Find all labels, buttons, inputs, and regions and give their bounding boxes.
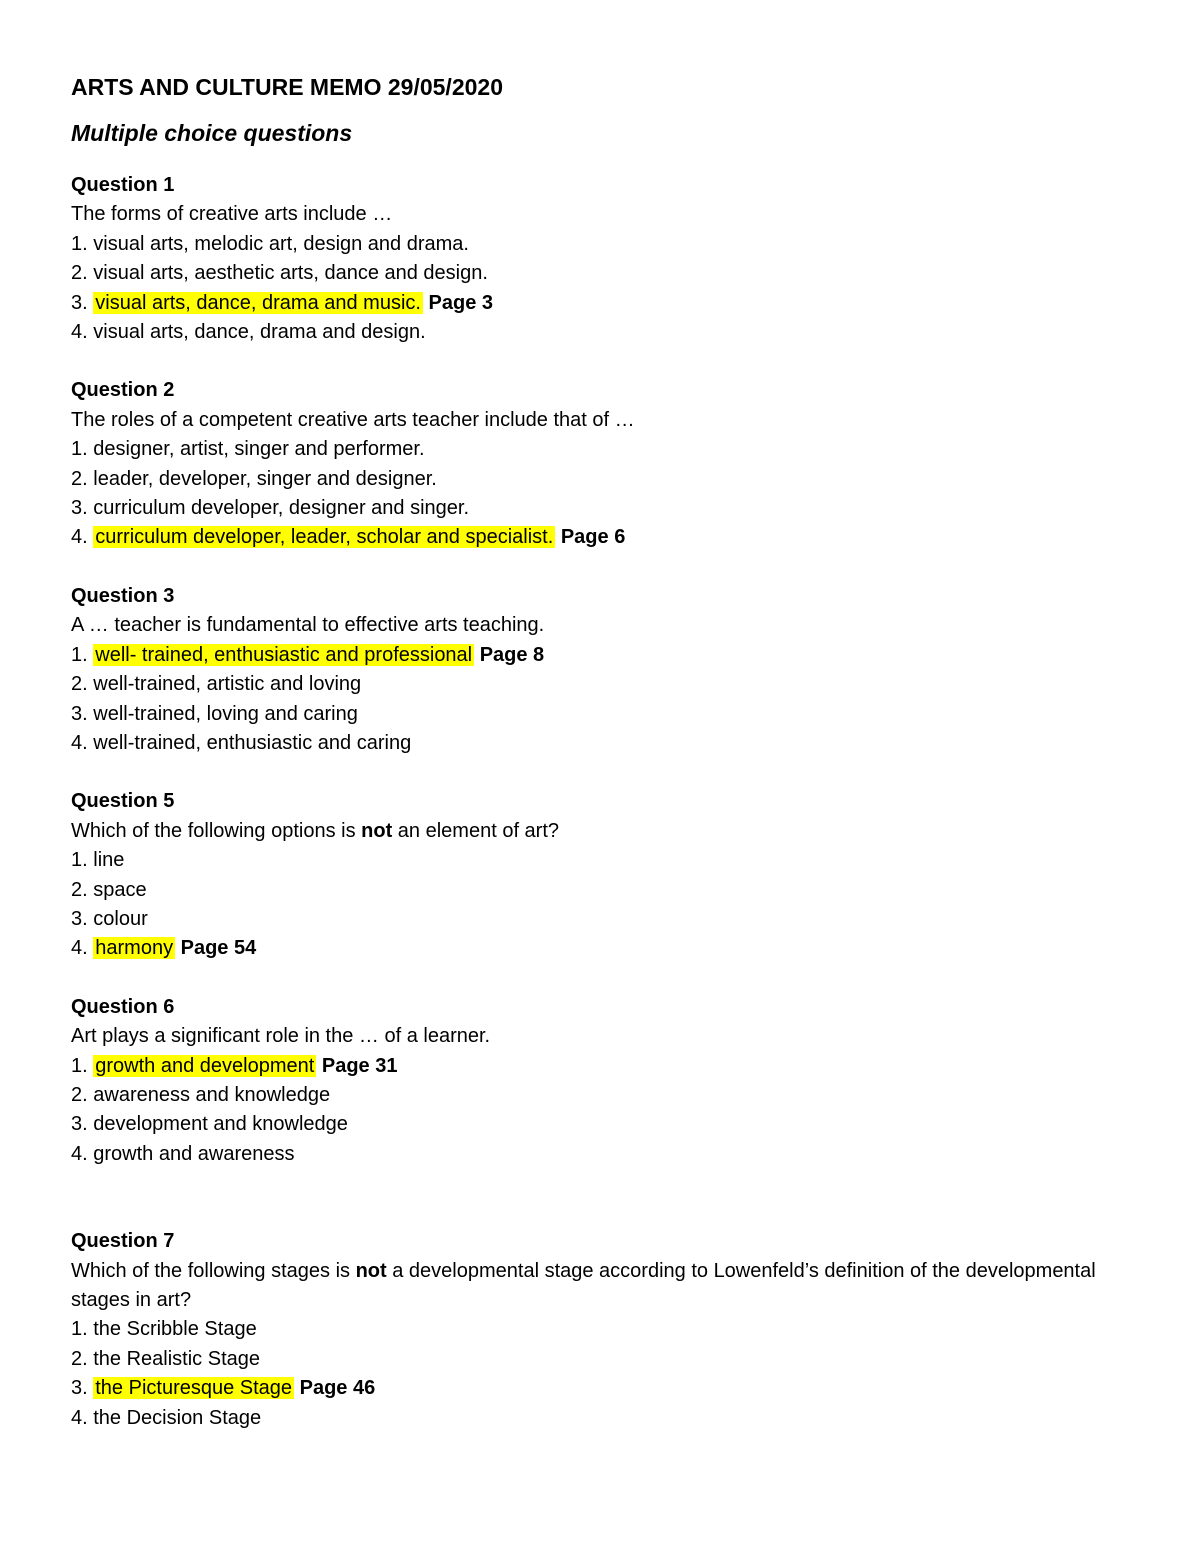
highlighted-answer: visual arts, dance, drama and music. xyxy=(95,291,421,314)
question-block xyxy=(71,787,1141,963)
answer-option xyxy=(71,435,1141,464)
option-number: 1. xyxy=(71,1054,94,1077)
option-number: 3. xyxy=(71,497,94,520)
option-text: leader, developer, singer and designer. xyxy=(93,467,437,490)
document-subtitle: Multiple choice questions xyxy=(71,120,353,146)
page-reference: Page 3 xyxy=(428,291,493,314)
answer-option xyxy=(71,465,1141,494)
answer-option-correct xyxy=(71,934,1141,963)
answer-option xyxy=(71,700,1141,729)
option-number: 4. xyxy=(71,731,94,754)
question-stem xyxy=(71,1022,1141,1051)
answer-option xyxy=(71,494,1141,523)
question-stem xyxy=(71,817,1141,846)
highlighted-answer: curriculum developer, leader, scholar and specialist. xyxy=(95,526,554,549)
answer-option xyxy=(71,1315,1141,1344)
option-text: well-trained, artistic and loving xyxy=(93,673,362,696)
question-heading: Question 7 xyxy=(71,1230,175,1253)
option-number: 3. xyxy=(71,1113,94,1136)
option-text: visual arts, melodic art, design and drama. xyxy=(93,232,469,255)
page-reference: Page 31 xyxy=(321,1054,398,1077)
stem-text: The roles of a competent creative arts teacher include that of … xyxy=(71,408,635,431)
answer-option xyxy=(71,318,1141,347)
answer-option xyxy=(71,876,1141,905)
stem-text: The forms of creative arts include … xyxy=(71,203,393,226)
answer-option-correct xyxy=(71,641,1141,670)
option-number: 3. xyxy=(71,702,94,725)
stem-text: A … teacher is fundamental to effective arts teaching. xyxy=(71,614,545,637)
option-number: 2. xyxy=(71,1083,94,1106)
question-heading: Question 5 xyxy=(71,790,175,813)
answer-option xyxy=(71,1404,1141,1433)
stem-text: an element of art? xyxy=(392,819,560,842)
option-text: well-trained, loving and caring xyxy=(93,702,358,725)
highlighted-answer: the Picturesque Stage xyxy=(95,1377,293,1400)
answer-option xyxy=(71,1140,1141,1169)
option-number: 1. xyxy=(71,1318,94,1341)
answer-option xyxy=(71,729,1141,758)
option-number: 1. xyxy=(71,232,94,255)
stem-text: Which of the following stages is xyxy=(71,1259,356,1282)
option-number: 2. xyxy=(71,878,94,901)
option-text: the Scribble Stage xyxy=(93,1318,257,1341)
answer-option xyxy=(71,1110,1141,1139)
option-number: 2. xyxy=(71,262,94,285)
question-stem xyxy=(71,200,1141,229)
option-text: curriculum developer, designer and singer. xyxy=(93,497,470,520)
question-heading: Question 2 xyxy=(71,379,175,402)
question-block xyxy=(71,582,1141,758)
question-block xyxy=(71,171,1141,347)
option-text: development and knowledge xyxy=(93,1113,348,1136)
option-text: well-trained, enthusiastic and caring xyxy=(93,731,412,754)
stem-emphasis: not xyxy=(361,819,393,842)
option-number: 3. xyxy=(71,1377,94,1400)
question-stem xyxy=(71,406,1141,435)
option-text: designer, artist, singer and performer. xyxy=(93,438,425,461)
answer-option xyxy=(71,905,1141,934)
option-number: 4. xyxy=(71,321,94,344)
question-heading: Question 3 xyxy=(71,584,175,607)
answer-option-correct xyxy=(71,289,1141,318)
stem-text: Which of the following options is xyxy=(71,819,362,842)
option-number: 3. xyxy=(71,291,94,314)
answer-option xyxy=(71,1345,1141,1374)
answer-option xyxy=(71,259,1141,288)
option-number: 4. xyxy=(71,937,94,960)
option-text: visual arts, aesthetic arts, dance and design. xyxy=(93,262,488,285)
answer-option-correct xyxy=(71,1052,1141,1081)
page-reference: Page 6 xyxy=(560,526,626,549)
document-title: ARTS AND CULTURE MEMO 29/05/2020 xyxy=(71,74,503,100)
question-heading: Question 6 xyxy=(71,995,175,1018)
option-text: colour xyxy=(93,907,148,930)
question-block xyxy=(71,376,1141,552)
answer-option xyxy=(71,846,1141,875)
option-text: growth and awareness xyxy=(93,1142,295,1165)
question-stem xyxy=(71,611,1141,640)
question-list xyxy=(71,171,1141,1433)
option-text: the Decision Stage xyxy=(93,1406,262,1429)
option-number: 3. xyxy=(71,907,94,930)
highlighted-answer: well- trained, enthusiastic and professional xyxy=(95,643,473,666)
question-heading: Question 1 xyxy=(71,174,175,196)
option-number: 1. xyxy=(71,849,94,872)
question-stem xyxy=(71,1257,1141,1316)
option-number: 4. xyxy=(71,526,94,549)
option-text: space xyxy=(93,878,147,901)
option-number: 2. xyxy=(71,467,94,490)
stem-text: a developmental stage according to Lowenfeld’s definition of the developmental stages in art? xyxy=(71,1259,1096,1311)
option-text: visual arts, dance, drama and design. xyxy=(93,321,426,344)
answer-option xyxy=(71,1081,1141,1110)
option-number: 4. xyxy=(71,1406,94,1429)
answer-option-correct xyxy=(71,523,1141,552)
answer-option xyxy=(71,670,1141,699)
option-text: line xyxy=(93,849,125,872)
question-block xyxy=(71,993,1141,1169)
stem-text: Art plays a significant role in the … of a learner. xyxy=(71,1025,491,1048)
question-block xyxy=(71,1227,1141,1433)
memo-page xyxy=(71,71,1141,1462)
option-number: 1. xyxy=(71,438,94,461)
stem-emphasis: not xyxy=(355,1259,387,1282)
page-reference: Page 46 xyxy=(299,1377,376,1400)
option-number: 2. xyxy=(71,1347,94,1370)
option-text: awareness and knowledge xyxy=(93,1083,331,1106)
option-text: the Realistic Stage xyxy=(93,1347,261,1370)
answer-option xyxy=(71,230,1141,259)
highlighted-answer: harmony xyxy=(95,937,174,960)
highlighted-answer: growth and development xyxy=(95,1054,315,1077)
page-reference: Page 8 xyxy=(479,643,545,666)
option-number: 4. xyxy=(71,1142,94,1165)
option-number: 1. xyxy=(71,643,94,666)
answer-option-correct xyxy=(71,1374,1141,1403)
option-number: 2. xyxy=(71,673,94,696)
page-reference: Page 54 xyxy=(180,937,257,960)
